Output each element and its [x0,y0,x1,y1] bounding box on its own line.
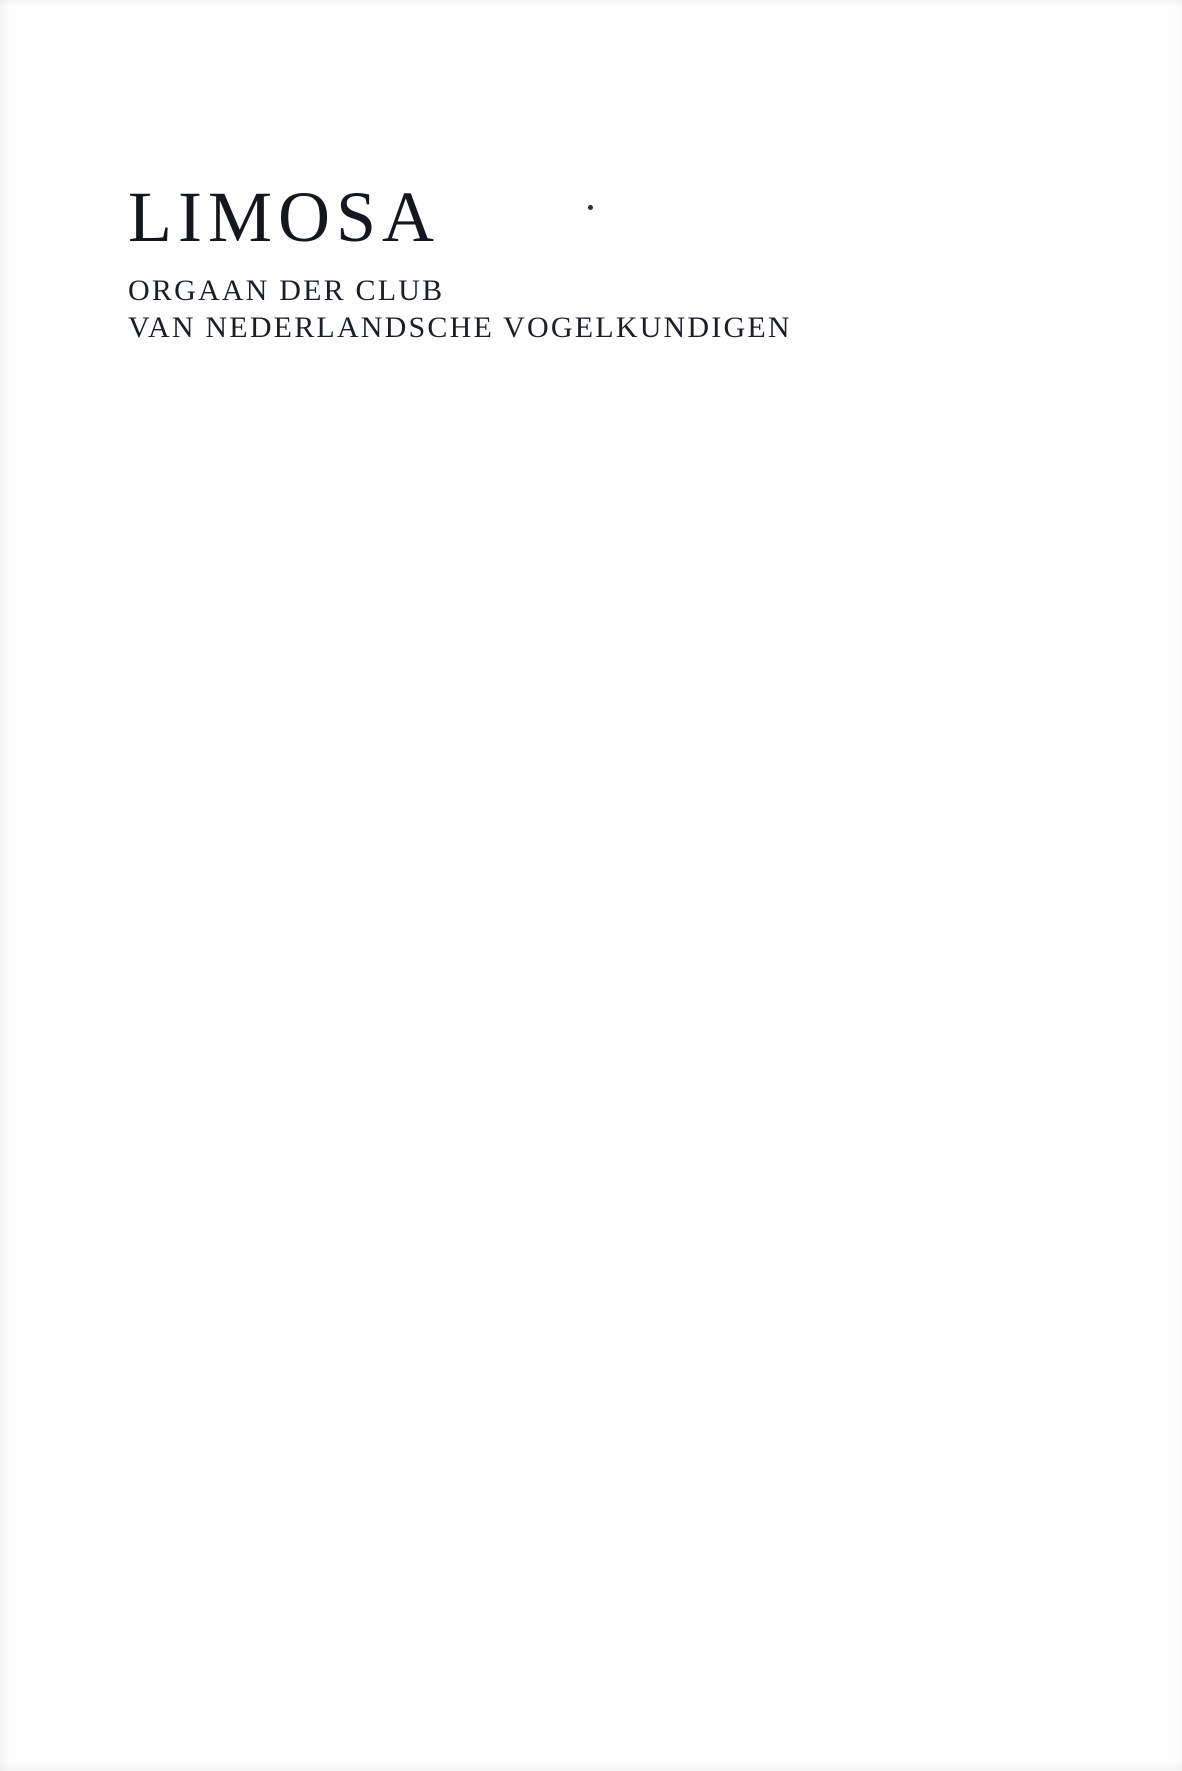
page-edge-shading-right [1174,0,1182,1771]
journal-subtitle-line-2: VAN NEDERLANDSCHE VOGELKUNDIGEN [128,311,792,344]
journal-title: LIMOSA [128,177,441,257]
page-body-blank-area [128,420,1028,1600]
journal-subtitle [128,272,1028,346]
masthead [128,178,1028,346]
page-edge-shading-top [0,0,1182,8]
page-edge-shading-bottom [0,1761,1182,1771]
stray-ink-dot-icon [588,205,593,210]
journal-subtitle-line-1: ORGAAN DER CLUB [128,274,445,307]
page-edge-shading-left [0,0,10,1771]
